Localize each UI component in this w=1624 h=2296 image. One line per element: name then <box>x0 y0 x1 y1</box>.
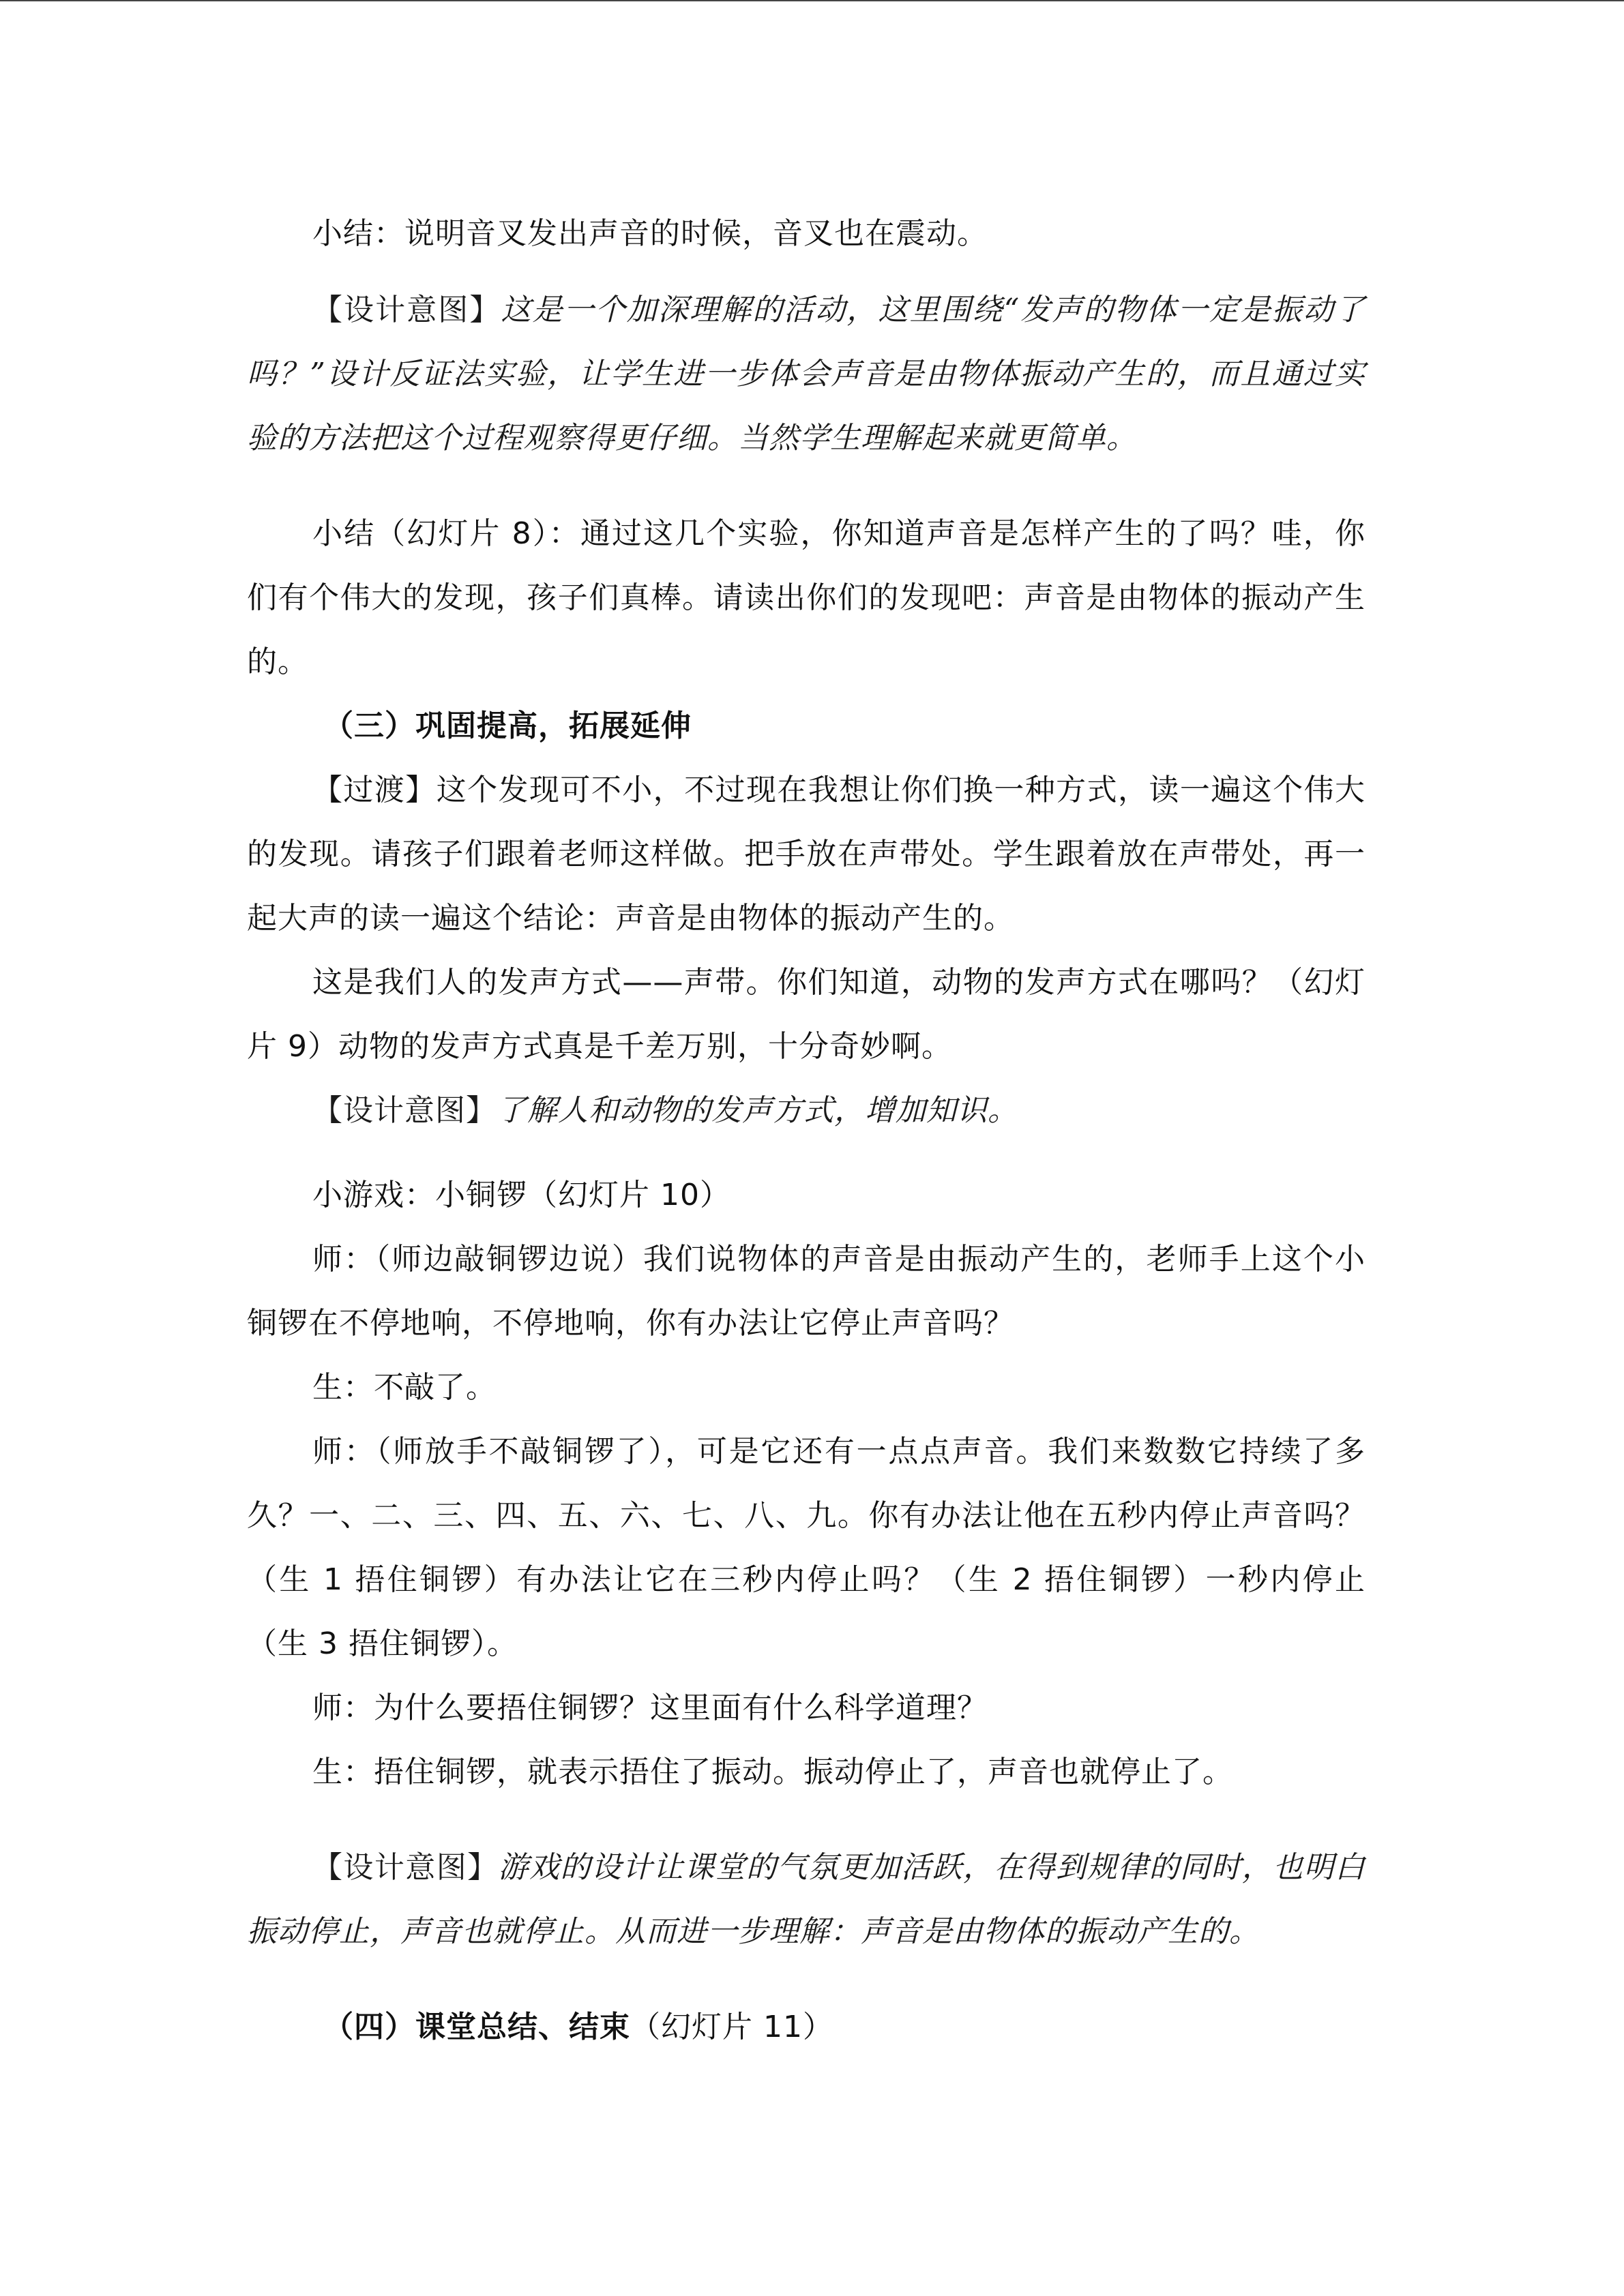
teacher-line-2: 师：（师放手不敲铜锣了），可是它还有一点点声音。我们来数数它持续了多久？一、二、三、四、五、六、七、八、九。你有办法让他在五秒内停止声音吗？（生 1 捂住铜锣）有办法让它在三秒内停止吗？（生 2 捂住铜锣）一秒内停止（生 3 捂住铜锣）。 <box>247 1434 1365 1661</box>
teacher-line-3: 师：为什么要捂住铜锣？这里面有什么科学道理？ <box>312 1690 988 1725</box>
summary-tuning-fork: 小结：说明音叉发出声音的时候，音叉也在震动。 <box>312 216 988 251</box>
section-heading-4-title: （四）课堂总结、结束 <box>323 2010 630 2044</box>
design-intent-2 <box>247 1079 1365 1143</box>
design-intent-text: 这是一个加深理解的活动，这里围绕“发声的物体一定是振动了吗？”设计反证法实验，让学生进一步体会声音是由物体振动产生的，而且通过实验的方法把这个过程观察得更仔细。当然学生理解起来就更简单。 <box>247 293 1366 456</box>
student-line-2: 生：捂住铜锣，就表示捂住了振动。振动停止了，声音也就停止了。 <box>312 1755 1233 1789</box>
top-border-line <box>0 0 1624 1</box>
design-intent-text: 了解人和动物的发声方式，增加知识。 <box>497 1093 1018 1128</box>
vocal-method-paragraph: 这是我们人的发声方式——声带。你们知道，动物的发声方式在哪吗？（幻灯片 9）动物的发声方式真是千差万别，十分奇妙啊。 <box>247 965 1365 1064</box>
design-intent-label: 【设计意图】 <box>312 293 501 327</box>
design-intent-label: 【设计意图】 <box>312 1850 499 1885</box>
design-intent-1 <box>247 278 1365 471</box>
design-intent-label: 【设计意图】 <box>312 1093 497 1128</box>
section-heading-3: （三）巩固提高，拓展延伸 <box>323 709 692 743</box>
teacher-line-1: 师：（师边敲铜锣边说）我们说物体的声音是由振动产生的，老师手上这个小铜锣在不停地响，不停地响，你有办法让它停止声音吗？ <box>247 1242 1365 1341</box>
student-line-1: 生：不敲了。 <box>312 1370 497 1405</box>
design-intent-text: 游戏的设计让课堂的气氛更加活跃，在得到规律的同时，也明白振动停止，声音也就停止。从而进一步理解：声音是由物体的振动产生的。 <box>247 1850 1365 1949</box>
section-heading-4-slide: （幻灯片 11） <box>630 2010 833 2044</box>
transition-paragraph: 【过渡】这个发现可不小，不过现在我想让你们换一种方式，读一遍这个伟大的发现。请孩子们跟着老师这样做。把手放在声带处。学生跟着放在声带处，再一起大声的读一遍这个结论：声音是由物体的振动产生的。 <box>247 773 1365 936</box>
document-body <box>247 202 1365 2059</box>
mini-game-title: 小游戏：小铜锣（幻灯片 10） <box>312 1178 730 1212</box>
section-heading-4 <box>247 1995 1365 2059</box>
summary-slide-8: 小结（幻灯片 8）：通过这几个实验，你知道声音是怎样产生的了吗？哇，你们有个伟大的发现，孩子们真棒。请读出你们的发现吧：声音是由物体的振动产生的。 <box>247 516 1365 679</box>
design-intent-3 <box>247 1836 1365 1964</box>
